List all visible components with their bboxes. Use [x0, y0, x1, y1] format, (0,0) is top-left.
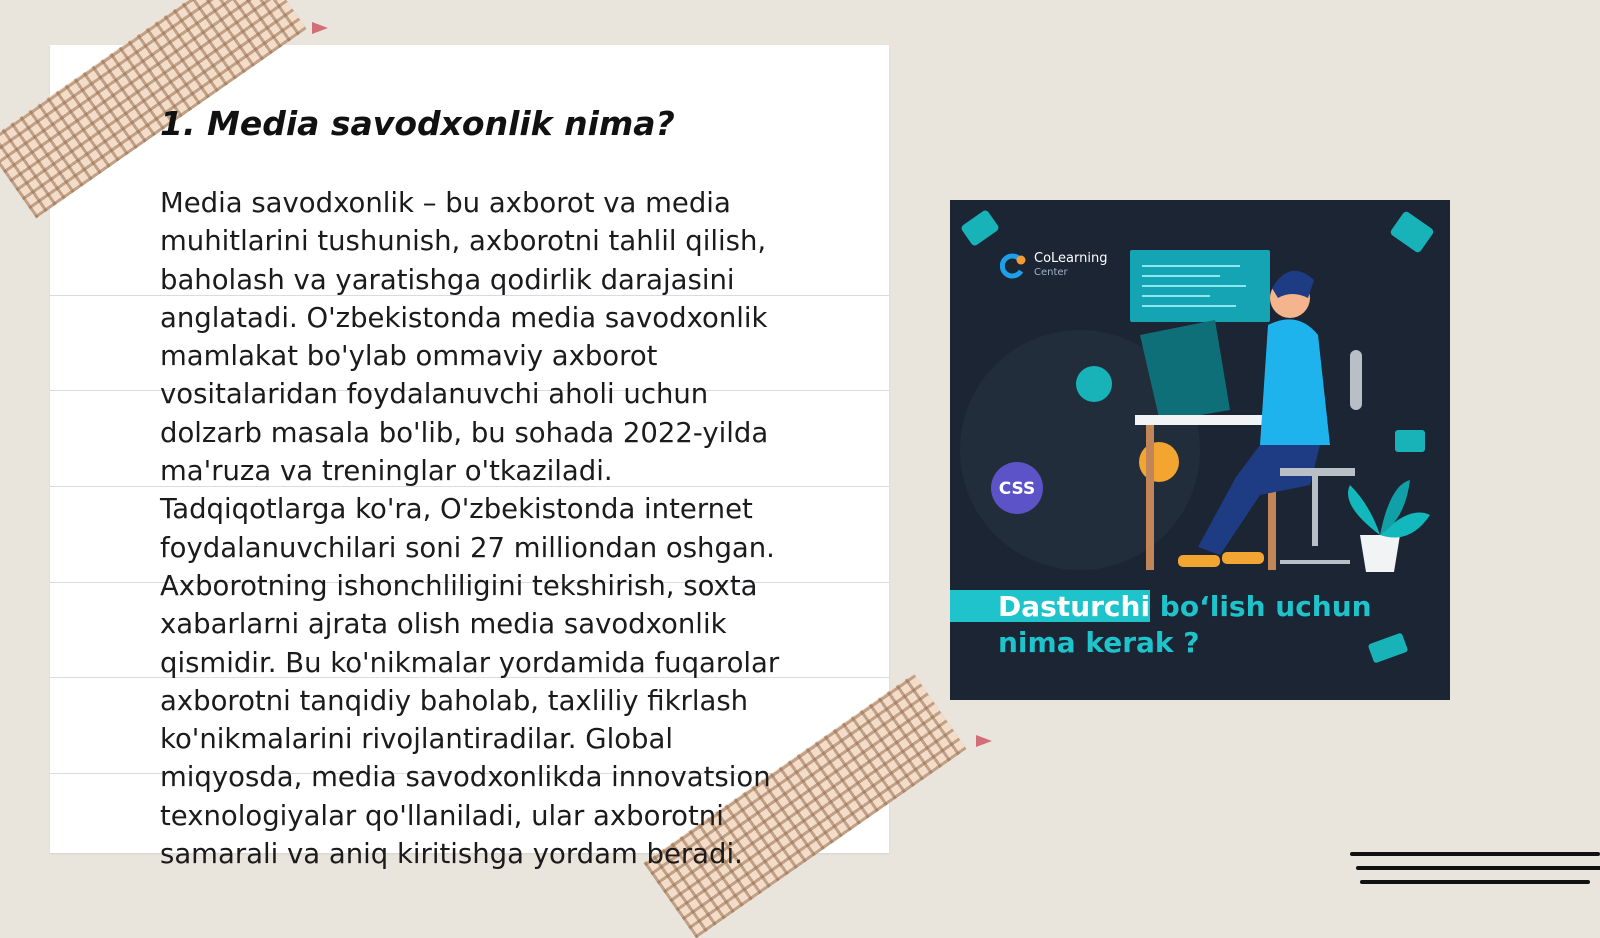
body-line: muhitlarini tushunish, axborotni tahlil qilish,: [160, 225, 767, 258]
banner-highlight-word: Dasturchi: [998, 590, 1151, 623]
body-line: axborotni tanqidiy baholab, taxliliy fikrlash: [160, 684, 749, 717]
banner-line-2: nima kerak ?: [998, 626, 1200, 659]
body-line: mamlakat bo'ylab ommaviy axborot: [160, 340, 658, 373]
body-line: samarali va aniq kiritishga yordam beradi.: [160, 838, 743, 871]
decorative-stroke: [1350, 852, 1600, 856]
body-line: Axborotning ishonchliligini tekshirish, soxta: [160, 569, 758, 602]
body-line: texnologiyalar qo'llaniladi, ular axborotni: [160, 799, 724, 832]
css-badge-label: CSS: [998, 479, 1036, 499]
body-line: Media savodxonlik – bu axborot va media: [160, 187, 731, 219]
banner-rest-text: bo‘lish uchun: [1150, 590, 1372, 623]
body-line: Tadqiqotlarga ko'ra, O'zbekistonda internet: [160, 493, 753, 526]
decorative-stroke: [1356, 866, 1600, 870]
body-line: ma'ruza va treninglar o'tkaziladi.: [160, 455, 613, 488]
decorative-stroke: [1360, 880, 1590, 884]
tape-tab-bottom: [976, 735, 992, 747]
body-line: foydalanuvchilari soni 27 milliondan oshgan.: [160, 531, 775, 564]
brand-name: CoLearning: [1034, 251, 1108, 266]
body-line: xabarlarni ajrata olish media savodxonlik: [160, 608, 727, 641]
body-line: dolzarb masala bo'lib, bu sohada 2022-yilda: [160, 416, 769, 449]
brand-block: [1000, 252, 1107, 280]
slide-title: 1. Media savodxonlik nima?: [160, 104, 675, 143]
body-line: ko'nikmalarini rivojlantiradilar. Global: [160, 723, 673, 756]
body-line: anglatadi. O'zbekistonda media savodxonlik: [160, 301, 768, 334]
body-line: baholash va yaratishga qodirlik darajasini: [160, 263, 735, 296]
brand-subname: Center: [1034, 267, 1068, 278]
programmer-illustration: [950, 200, 1450, 700]
body-line: miqyosda, media savodxonlikda innovatsion: [160, 761, 771, 794]
body-line: qismidir. Bu ko'nikmalar yordamida fuqarolar: [160, 646, 780, 679]
colearning-logo-icon: [1000, 252, 1028, 280]
tape-tab-top: [312, 22, 328, 34]
body-line: vositalaridan foydalanuvchi aholi uchun: [160, 378, 709, 411]
brand-name-block: [1034, 252, 1107, 280]
body-paragraph: [160, 184, 850, 873]
banner-line-1: [998, 590, 1372, 623]
